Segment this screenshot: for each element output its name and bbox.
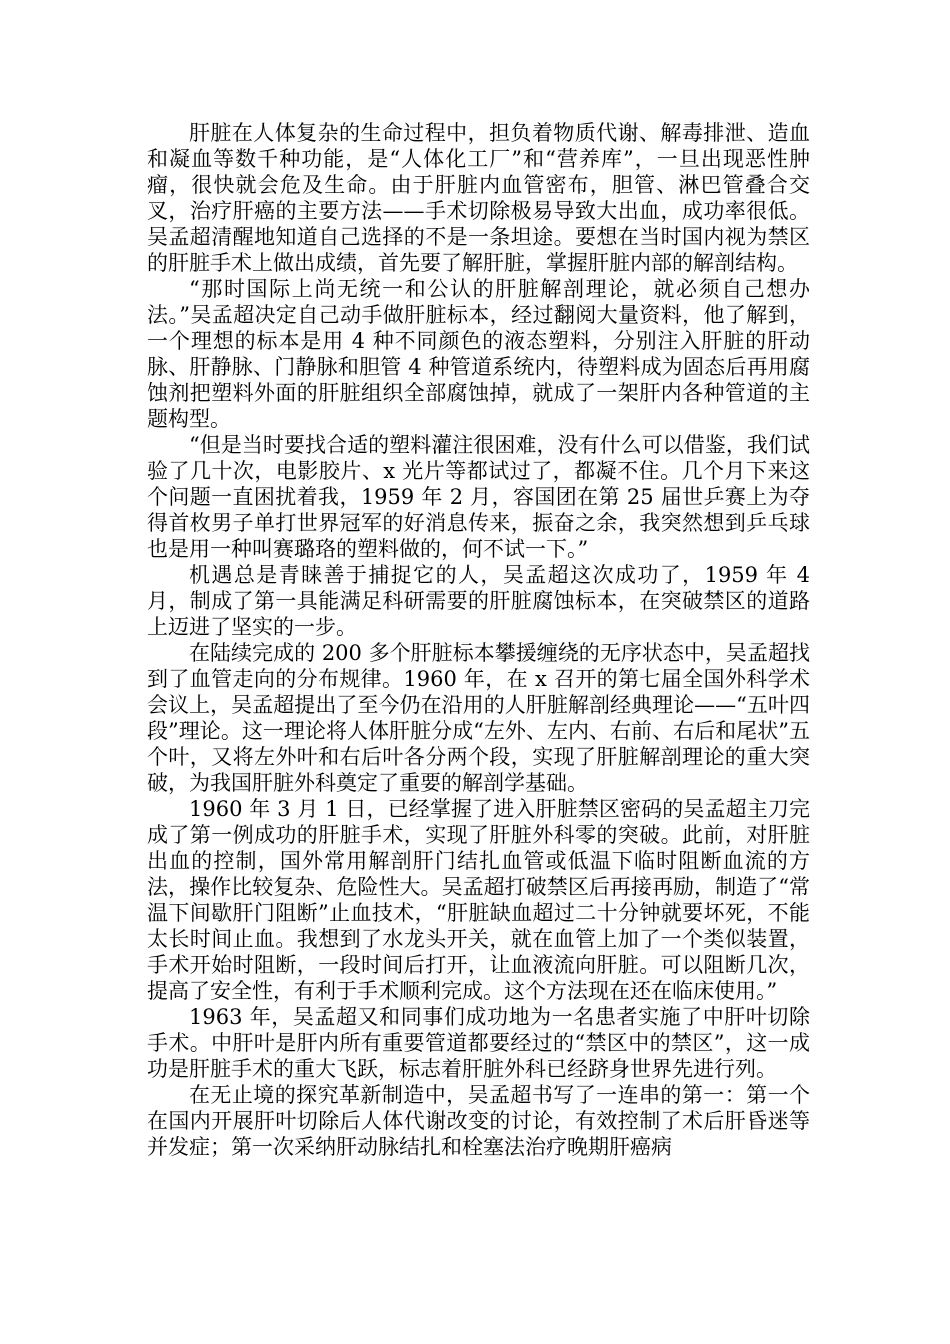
paragraph-1: 肝脏在人体复杂的生命过程中，担负着物质代谢、解毒排泄、造血和凝血等数千种功能，是“人体化工厂”和“营养库”，一旦出现恶性肿瘤，很快就会危及生命。由于肝脏内血管密布，胆管、淋巴管叠合交叉，治疗肝癌的主要方法——手术切除极易导致大出血，成功率很低。吴孟超清醒地知道自己选择的不是一条坦途。要想在当时国内视为禁区的肝脏手术上做出成绩，首先要了解肝脏，掌握肝脏内部的解剖结构。 <box>147 121 810 275</box>
paragraph-3: “但是当时要找合适的塑料灌注很困难，没有什么可以借鉴，我们试验了几十次，电影胶片、x 光片等都试过了，都凝不住。几个月下来这个问题一直困扰着我，1959 年 2 月，容国团在第 25 届世乒赛上为夺得首枚男子单打世界冠军的好消息传来，振奋之余，我突然想到乒乓球也是用一种叫赛璐珞的塑料做的，何不试一下。” <box>147 433 810 561</box>
paragraph-5: 在陆续完成的 200 多个肝脏标本攀援缠绕的无序状态中，吴孟超找到了血管走向的分布规律。1960 年，在 x 召开的第七届全国外科学术会议上，吴孟超提出了至今仍在沿用的人肝脏解剖经典理论——“五叶四段”理论。这一理论将人体肝脏分成“左外、左内、右前、右后和尾状”五个叶，又将左外叶和右后叶各分两个段，实现了肝脏解剖理论的重大突破，为我国肝脏外科奠定了重要的解剖学基础。 <box>147 641 810 795</box>
paragraph-8: 在无止境的探究革新制造中，吴孟超书写了一连串的第一：第一个在国内开展肝叶切除后人体代谢改变的讨论，有效控制了术后肝昏迷等并发症；第一次采纳肝动脉结扎和栓塞法治疗晚期肝癌病 <box>147 1083 810 1159</box>
paragraph-4: 机遇总是青睐善于捕捉它的人，吴孟超这次成功了，1959 年 4 月，制成了第一具能满足科研需要的肝脏腐蚀标本，在突破禁区的道路上迈进了坚实的一步。 <box>147 563 810 639</box>
paragraph-2: “那时国际上尚无统一和公认的肝脏解剖理论，就必须自己想办法。”吴孟超决定自己动手做肝脏标本，经过翻阅大量资料，他了解到，一个理想的标本是用 4 种不同颜色的液态塑料，分别注入肝脏的肝动脉、肝静脉、门静脉和胆管 4 种管道系统内，待塑料成为固态后再用腐蚀剂把塑料外面的肝脏组织全部腐蚀掉，就成了一架肝内各种管道的主题构型。 <box>147 277 810 431</box>
paragraph-7: 1963 年，吴孟超又和同事们成功地为一名患者实施了中肝叶切除手术。中肝叶是肝内所有重要管道都要经过的“禁区中的禁区”，这一成功是肝脏手术的重大飞跃，标志着肝脏外科已经跻身世界先进行列。 <box>147 1005 810 1081</box>
document-body <box>147 120 810 1160</box>
paragraph-6: 1960 年 3 月 1 日，已经掌握了进入肝脏禁区密码的吴孟超主刀完成了第一例成功的肝脏手术，实现了肝脏外科零的突破。此前，对肝脏出血的控制，国外常用解剖肝门结扎血管或低温下临时阻断血流的方法，操作比较复杂、危险性大。吴孟超打破禁区后再接再励，制造了“常温下间歇肝门阻断”止血技术，“肝脏缺血超过二十分钟就要坏死，不能太长时间止血。我想到了水龙头开关，就在血管上加了一个类似装置，手术开始时阻断，一段时间后打开，让血液流向肝脏。可以阻断几次，提高了安全性，有利于手术顺利完成。这个方法现在还在临床使用。” <box>147 797 810 1003</box>
